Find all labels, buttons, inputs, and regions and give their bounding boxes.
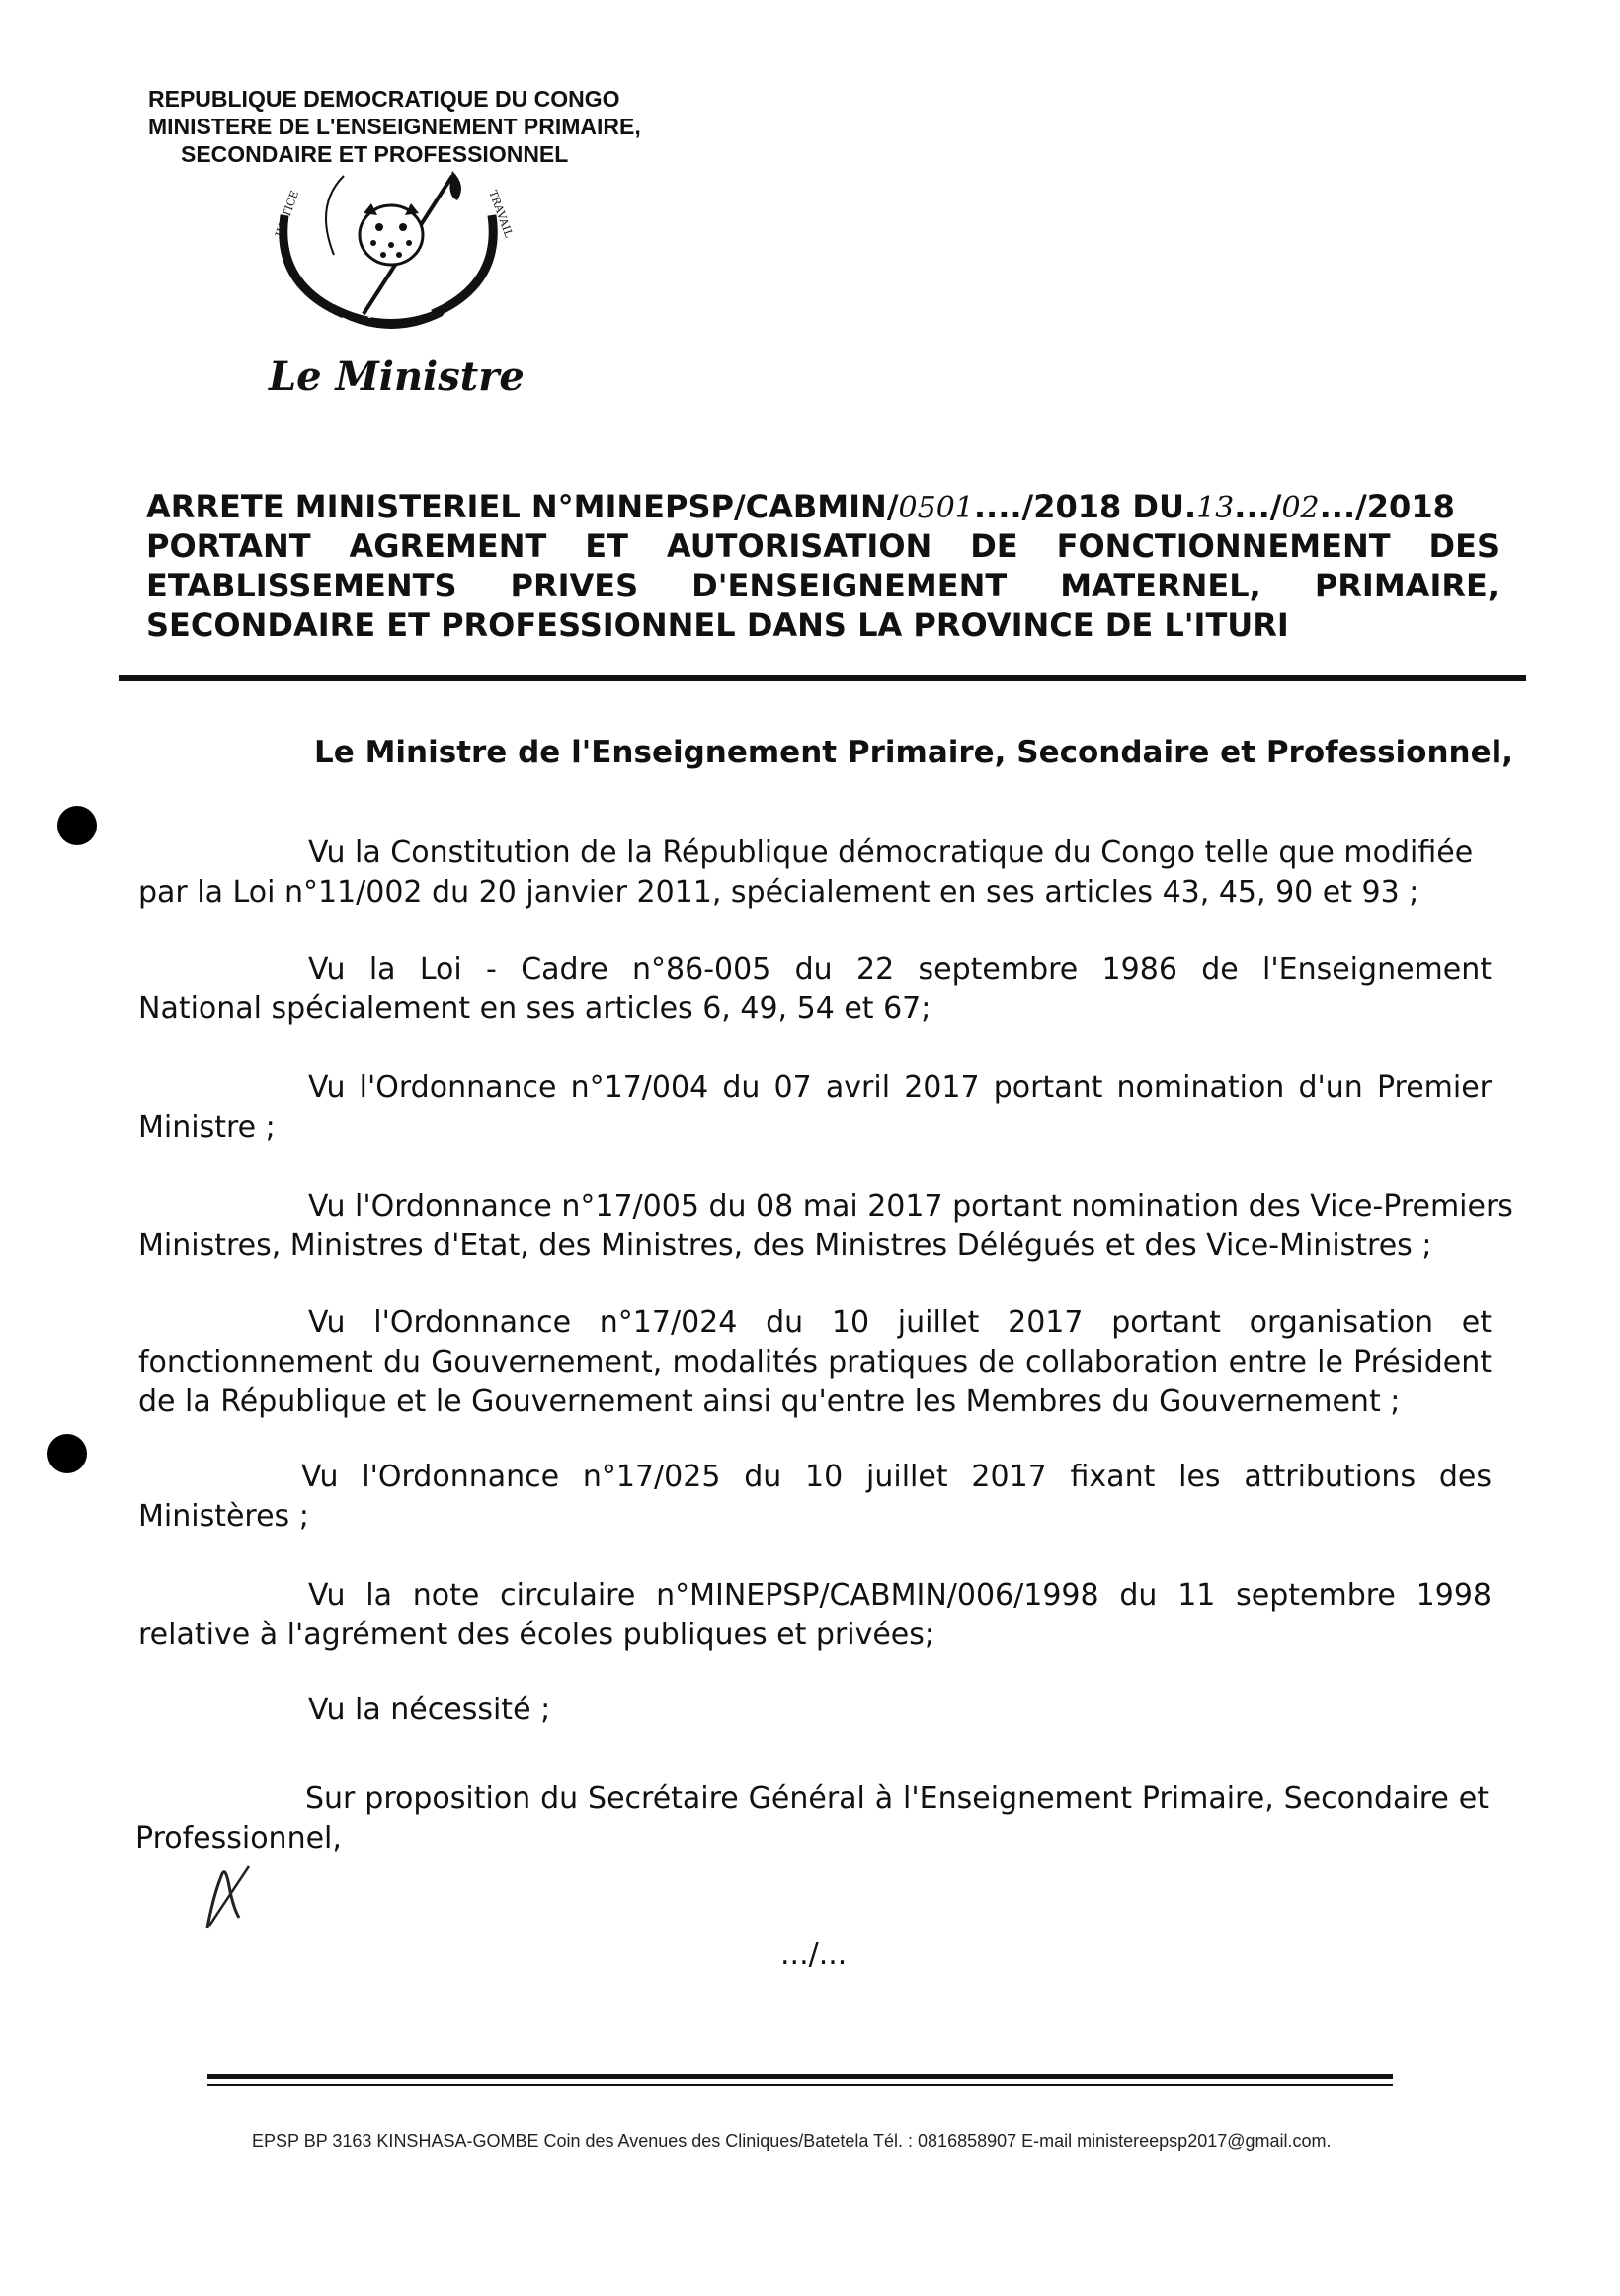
signature-label: Le Ministre (269, 354, 525, 400)
paragraph-line: Professionnel, (135, 1821, 342, 1856)
paragraph-line: Sur proposition du Secrétaire Général à l'Enseignement Primaire, Secondaire et (305, 1781, 1489, 1816)
paragraph-line: de la République et le Gouvernement ainsi qu'entre les Membres du Gouvernement ; (138, 1385, 1401, 1419)
paragraph-line: Vu la Constitution de la République démocratique du Congo telle que modifiée (308, 835, 1474, 870)
paragraph-line: Vu l'Ordonnance n°17/005 du 08 mai 2017 portant nomination des Vice-Premiers (308, 1189, 1513, 1224)
decree-day-handwritten: 13 (1196, 491, 1235, 525)
decree-title-line-2: PORTANT AGREMENT ET AUTORISATION DE FONCTIONNEMENT DES (146, 527, 1499, 565)
decree-title-line-4: SECONDAIRE ET PROFESSIONNEL DANS LA PROVINCE DE L'ITURI (146, 606, 1289, 644)
decree-number-line (146, 488, 1499, 527)
paragraph-line: Vu l'Ordonnance n°17/004 du 07 avril 2017 portant nomination d'un Premier (308, 1070, 1492, 1105)
header-ministry-cont: SECONDAIRE ET PROFESSIONNEL (181, 141, 569, 167)
decree-sep: .../ (1234, 488, 1282, 525)
paragraph-line: Vu la Loi - Cadre n°86-005 du 22 septembre 1986 de l'Enseignement (308, 952, 1492, 987)
page-continuation: .../... (780, 1938, 848, 1972)
paragraph-line: par la Loi n°11/002 du 20 janvier 2011, spécialement en ses articles 43, 45, 90 et 93 ; (138, 875, 1419, 910)
punch-hole-top (57, 806, 97, 845)
paragraph-line: Vu l'Ordonnance n°17/024 du 10 juillet 2017 portant organisation et (308, 1306, 1492, 1340)
header-ministry: MINISTERE DE L'ENSEIGNEMENT PRIMAIRE, (148, 114, 641, 139)
footer-contact: EPSP BP 3163 KINSHASA-GOMBE Coin des Avenues des Cliniques/Batetela Tél. : 0816858907 E-mail ministereepsp2017@gmail.com. (252, 2131, 1332, 2151)
seal-motto-left: JUSTICE (273, 189, 302, 239)
footer-divider (207, 2074, 1393, 2079)
paragraph-line: Ministères ; (138, 1499, 309, 1534)
header-republic: REPUBLIQUE DEMOCRATIQUE DU CONGO (148, 86, 620, 112)
paragraph-line: Vu la note circulaire n°MINEPSP/CABMIN/006/1998 du 11 septembre 1998 (308, 1578, 1492, 1613)
handwritten-initial-mark (200, 1857, 259, 1936)
paragraph-line: National spécialement en ses articles 6, 49, 54 et 67; (138, 991, 932, 1026)
paragraph-line: Vu la nécessité ; (308, 1693, 551, 1727)
decree-number-handwritten: 0501 (898, 491, 974, 525)
minister-intro: Le Ministre de l'Enseignement Primaire, Secondaire et Professionnel, (314, 735, 1514, 770)
title-divider (119, 675, 1526, 681)
footer-divider-thin (207, 2084, 1393, 2086)
paragraph-line: Ministres, Ministres d'Etat, des Ministres, des Ministres Délégués et des Vice-Ministres ; (138, 1228, 1432, 1263)
seal-motto-right: TRAVAIL (486, 188, 516, 240)
paragraph-line: fonctionnement du Gouvernement, modalités pratiques de collaboration entre le Président (138, 1345, 1492, 1380)
paragraph-line: relative à l'agrément des écoles publiques et privées; (138, 1618, 935, 1652)
decree-year-end: .../2018 (1319, 488, 1455, 525)
decree-prefix: ARRETE MINISTERIEL N°MINEPSP/CABMIN/ (146, 488, 899, 525)
decree-year-du: ..../2018 DU. (973, 488, 1197, 525)
decree-month-handwritten: 02 (1281, 491, 1320, 525)
decree-title-line-3: ETABLISSEMENTS PRIVES D'ENSEIGNEMENT MATERNEL, PRIMAIRE, (146, 567, 1499, 604)
paragraph-line: Ministre ; (138, 1110, 276, 1145)
punch-hole-bottom (47, 1434, 87, 1473)
paragraph-line: Vu l'Ordonnance n°17/025 du 10 juillet 2017 fixant les attributions des (301, 1460, 1492, 1494)
seal-motto-center: PAIX (367, 308, 402, 321)
